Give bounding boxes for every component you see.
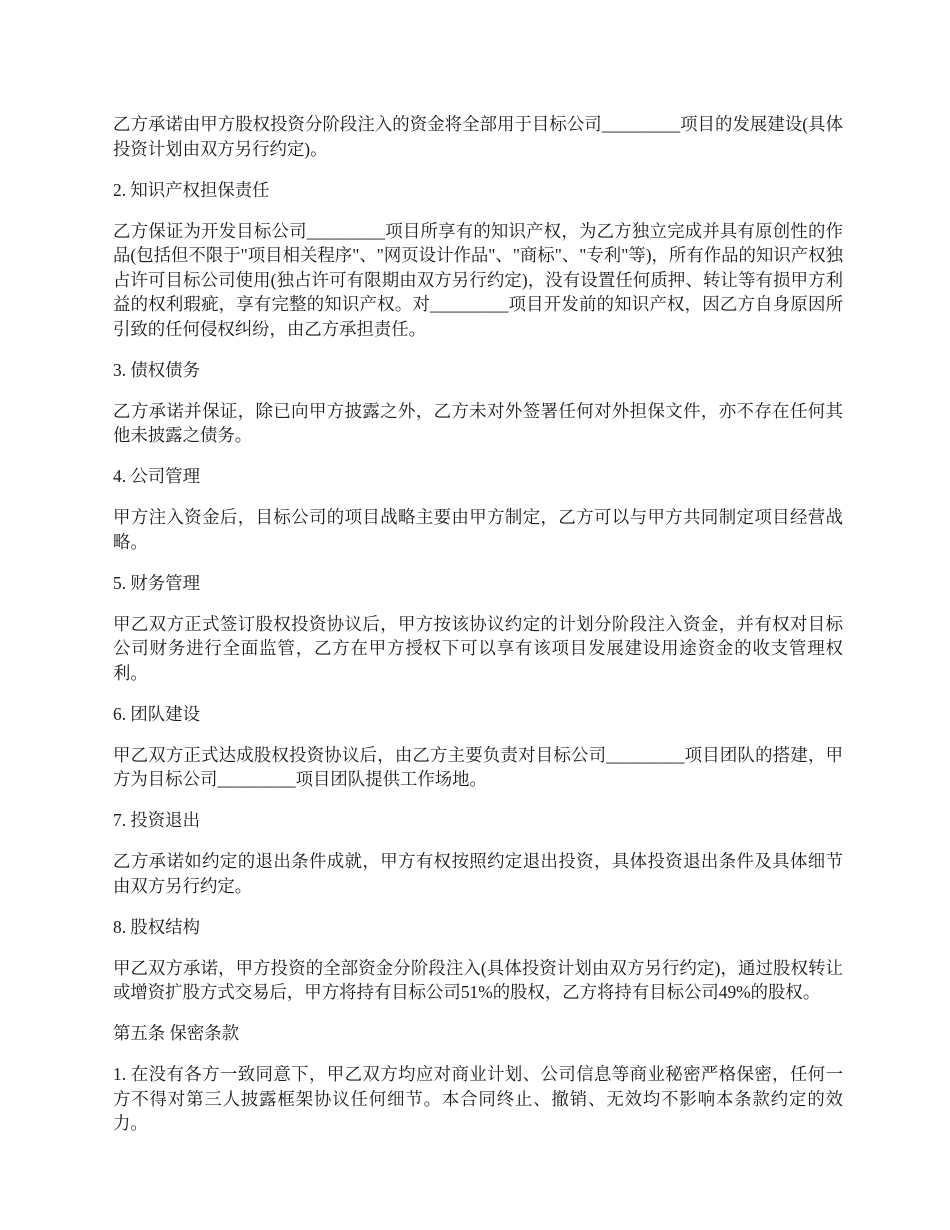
heading-article-5-confidentiality: 第五条 保密条款 bbox=[113, 1023, 240, 1043]
paragraph-text-segment: 甲乙双方正式签订股权投资协议后，甲方按该协议约定的计划分阶段注入资金，并有权对目标公司财务进行全面监管，乙方在甲方授权下可以享有该项目发展建设用途资金的收支管理权利。 bbox=[113, 613, 843, 683]
paragraph-confidentiality-1 bbox=[113, 1062, 843, 1136]
paragraph-financial-management bbox=[113, 612, 843, 686]
paragraph-text-segment: 项目所享有的知识产权，为乙方独立完成并具有原创性的作品(包括但不限于"项目相关程序"、"网页设计作品"、"商标"、"专利"等)，所有作品的知识产权独占许可目标公司使用(独占许可有限期由双方另行约定)，没有设置任何质押、转让等有损甲方利益的权利瑕疵，享有完整的知识产权。对 bbox=[113, 220, 843, 314]
paragraph-text-segment: 项目的发展建设(具体投资计划由双方另行约定)。 bbox=[113, 114, 843, 159]
heading-financial-management: 5. 财务管理 bbox=[113, 572, 200, 593]
paragraph-team-building bbox=[113, 743, 843, 792]
paragraph-text-segment: 项目团队的搭建，甲方为目标公司 bbox=[113, 744, 843, 789]
paragraph-text-segment: 乙方承诺并保证，除已向甲方披露之外，乙方未对外签署任何对外担保文件，亦不存在任何其他未披露之债务。 bbox=[113, 400, 843, 445]
paragraph-text-segment: 乙方保证为开发目标公司 bbox=[113, 220, 307, 241]
blank-fill-line: _________ bbox=[601, 114, 681, 134]
document-page bbox=[113, 112, 843, 1152]
paragraph-debts bbox=[113, 399, 843, 448]
paragraph-text-segment: 乙方承诺如约定的退出条件成就，甲方有权按照约定退出投资，具体投资退出条件及具体细节由双方另行约定。 bbox=[113, 851, 843, 896]
blank-fill-line: _________ bbox=[430, 294, 509, 314]
heading-debts: 3. 债权债务 bbox=[113, 359, 200, 380]
heading-investment-exit: 7. 投资退出 bbox=[113, 810, 200, 830]
paragraph-text-segment: 项目开发前的知识产权，因乙方自身原因所引致的任何侵权纠纷，由乙方承担责任。 bbox=[113, 294, 843, 339]
paragraph-text-segment: 甲乙双方承诺，甲方投资的全部资金分阶段注入(具体投资计划由双方另行约定)，通过股权转让或增资扩股方式交易后，甲方将持有目标公司51%的股权，乙方将持有目标公司49%的股权。 bbox=[113, 957, 843, 1002]
paragraph-text-segment: 甲乙双方正式达成股权投资协议后，由乙方主要负责对目标公司 bbox=[113, 744, 607, 765]
blank-fill-line: _________ bbox=[606, 744, 685, 765]
heading-company-management: 4. 公司管理 bbox=[113, 466, 200, 486]
paragraph-text-segment: 乙方承诺由甲方股权投资分阶段注入的资金将全部用于目标公司 bbox=[113, 114, 602, 134]
blank-fill-line: _________ bbox=[217, 769, 296, 789]
heading-team-building: 6. 团队建设 bbox=[113, 703, 200, 724]
paragraph-equity-structure bbox=[113, 956, 843, 1005]
paragraph-text-segment: 项目团队提供工作场地。 bbox=[295, 769, 487, 789]
paragraph-company-management bbox=[113, 505, 843, 554]
paragraph-text-segment: 1. 在没有各方一致同意下，甲乙双方均应对商业计划、公司信息等商业秘密严格保密，任何一方不得对第三人披露框架协议任何细节。本合同终止、撤销、无效均不影响本条款约定的效力。 bbox=[113, 1064, 843, 1133]
heading-equity-structure: 8. 股权结构 bbox=[113, 916, 200, 937]
paragraph-investment-purpose bbox=[113, 112, 843, 161]
paragraph-investment-exit bbox=[113, 849, 843, 898]
heading-ip-guarantee: 2. 知识产权担保责任 bbox=[113, 179, 270, 200]
blank-fill-line: _________ bbox=[306, 220, 386, 241]
paragraph-text-segment: 甲方注入资金后，目标公司的项目战略主要由甲方制定，乙方可以与甲方共同制定项目经营战略。 bbox=[113, 507, 843, 552]
paragraph-ip-guarantee bbox=[113, 219, 843, 342]
